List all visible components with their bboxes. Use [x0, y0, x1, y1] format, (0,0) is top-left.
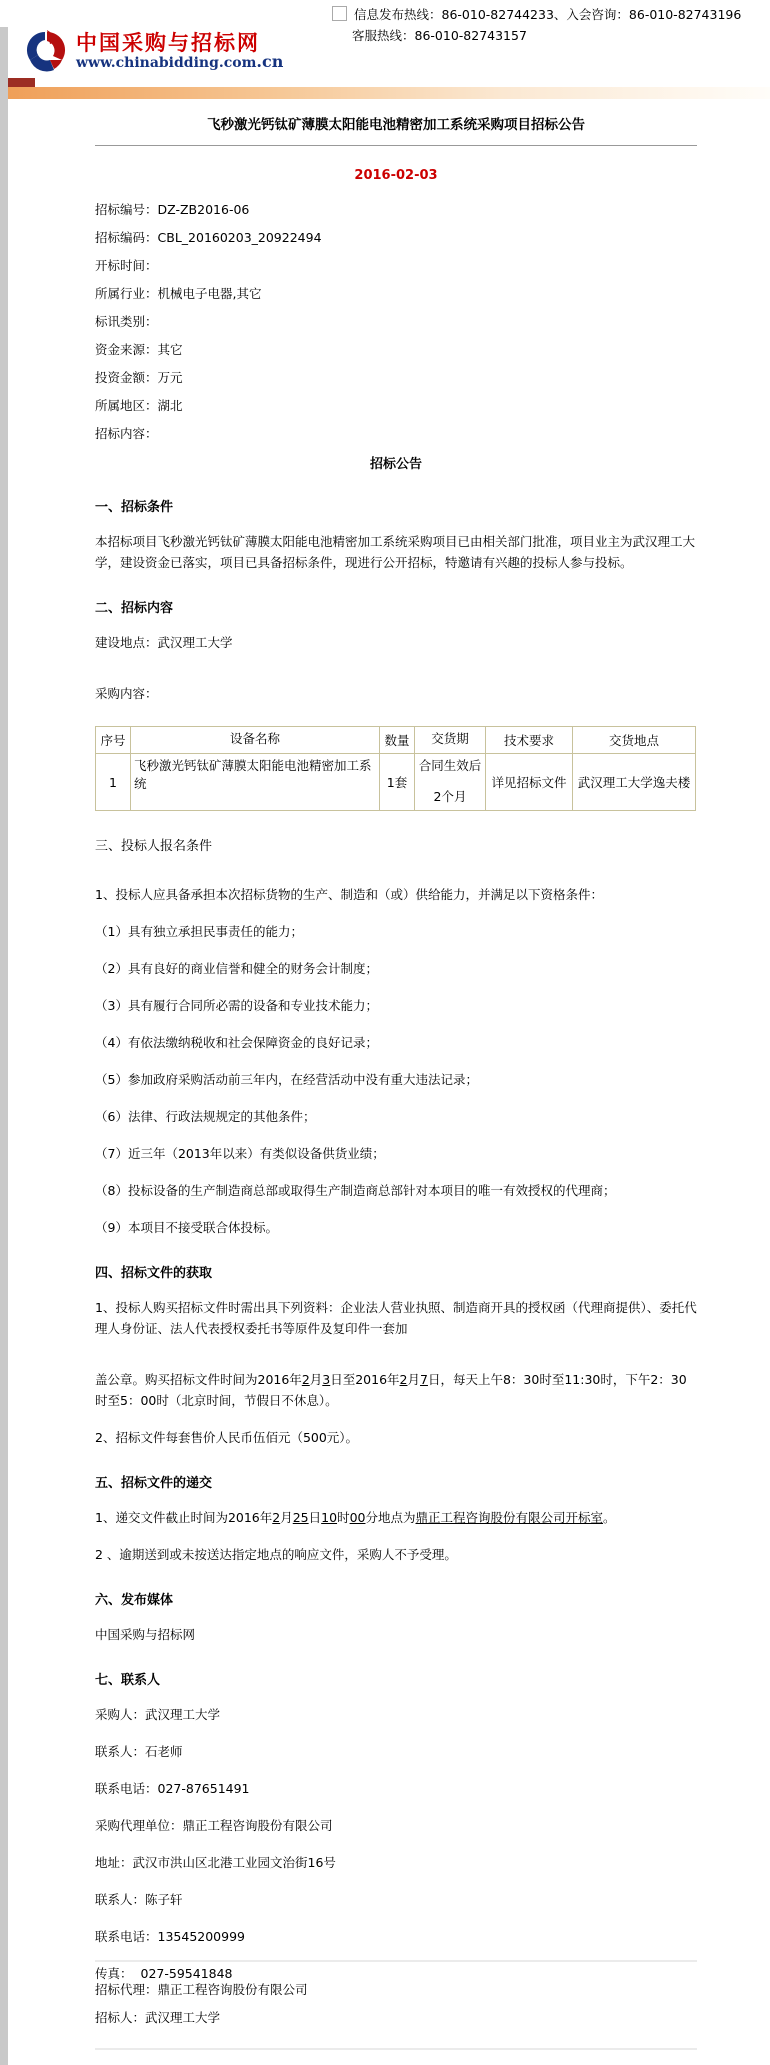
meta-fields	[95, 201, 697, 442]
qualification-item: （2）具有良好的商业信誉和健全的财务会计制度；	[95, 961, 378, 976]
cell-index: 1	[96, 754, 131, 811]
hotline-info-text: 信息发布热线：86-010-82744233、入会咨询：86-010-82743196	[354, 7, 742, 22]
qualification-item: （8）投标设备的生产制造商总部或取得生产制造商总部针对本项目的唯一有效授权的代理商；	[95, 1183, 616, 1198]
notice-heading: 招标公告	[369, 457, 422, 472]
hotline-block	[332, 4, 762, 46]
late-submission-note: 2 、逾期送到或未按送达指定地点的响应文件，采购人不予受理。	[95, 1547, 457, 1562]
site-header	[24, 28, 283, 74]
site-url: www.chinabidding.com.cn	[76, 51, 284, 71]
contact-purchaser: 采购人：武汉理工大学	[95, 1707, 221, 1722]
contact-person-2: 联系人：陈子轩	[95, 1892, 183, 1907]
contact-person-1: 联系人：石老师	[95, 1744, 183, 1759]
section-4-heading: 四、招标文件的获取	[95, 1266, 213, 1281]
footer-agent: 招标代理：鼎正工程咨询股份有限公司	[95, 1982, 308, 1997]
contact-fax: 传真： 027-59541848	[95, 1966, 233, 1981]
cell-quantity: 1套	[380, 754, 415, 811]
contact-address: 地址：武汉市洪山区北港工业园文治街16号	[95, 1855, 336, 1870]
empty-checkbox-icon	[332, 6, 347, 21]
qualification-item: （7）近三年（2013年以来）有类似设备供货业绩；	[95, 1146, 385, 1161]
cell-equipment: 飞秒激光钙钛矿薄膜太阳能电池精密加工系统	[131, 754, 380, 811]
col-header-tech: 技术要求	[486, 727, 573, 754]
section-1-heading: 一、招标条件	[95, 500, 174, 515]
table-header-row	[96, 727, 696, 754]
qualification-item: （1）具有独立承担民事责任的能力；	[95, 924, 303, 939]
meta-field-open-time: 开标时间：	[95, 258, 158, 273]
section-7-heading: 七、联系人	[95, 1673, 161, 1688]
col-header-place: 交货地点	[573, 727, 696, 754]
publish-media: 中国采购与招标网	[95, 1627, 196, 1642]
hotline-info-line	[332, 4, 762, 25]
cell-delivery: 合同生效后 2个月	[415, 754, 486, 811]
meta-field-region: 所属地区：湖北	[95, 398, 183, 413]
footer-bidder: 招标人：武汉理工大学	[95, 2010, 221, 2025]
orange-gradient-bar	[8, 87, 770, 99]
title-divider	[95, 145, 697, 146]
col-header-index: 序号	[96, 727, 131, 754]
section-5-heading: 五、招标文件的递交	[95, 1476, 213, 1491]
section-3-intro: 1、投标人应具备承担本次招标货物的生产、制造和（或）供给能力，并满足以下资格条件：	[95, 887, 603, 902]
qualification-item: （6）法律、行政法规规定的其他条件；	[95, 1109, 316, 1124]
document-body	[95, 99, 697, 1997]
site-logo-text	[76, 32, 283, 71]
publish-date: 2016-02-03	[354, 168, 438, 183]
meta-field-notice-type: 标讯类别：	[95, 314, 158, 329]
col-header-quantity: 数量	[380, 727, 415, 754]
col-header-equipment: 设备名称	[131, 727, 380, 754]
construction-location: 建设地点：武汉理工大学	[95, 635, 233, 650]
cell-place: 武汉理工大学逸夫楼	[573, 754, 696, 811]
meta-field-investment: 投资金额：万元	[95, 370, 183, 385]
hotline-service-line: 客服热线：86-010-82743157	[352, 28, 527, 43]
section-6-heading: 六、发布媒体	[95, 1593, 174, 1608]
submission-deadline: 1、递交文件截止时间为2016年2月25日10时00分地点为鼎正工程咨询股份有限公司开标室。	[95, 1510, 616, 1525]
table-row	[96, 754, 696, 811]
qualification-item: （3）具有履行合同所必需的设备和专业技术能力；	[95, 998, 378, 1013]
swirl-logo-icon	[24, 28, 68, 74]
section-2-heading: 二、招标内容	[95, 601, 174, 616]
document-price: 2、招标文件每套售价人民币伍佰元（500元）。	[95, 1430, 359, 1445]
contact-phone-1: 联系电话：027-87651491	[95, 1781, 250, 1796]
site-name: 中国采购与招标网	[76, 30, 260, 55]
meta-field-bid-code: 招标编码：CBL_20160203_20922494	[95, 230, 322, 245]
page-title: 飞秒激光钙钛矿薄膜太阳能电池精密加工系统采购项目招标公告	[207, 117, 585, 133]
document-purchase-time: 盖公章。购买招标文件时间为2016年2月3日至2016年2月7日，每天上午8：30时至11:30时，下午2：30时至5：00时（北京时间，节假日不休息）。	[95, 1372, 687, 1408]
left-gray-strip	[0, 27, 8, 2065]
document-purchase-requirements: 1、投标人购买招标文件时需出具下列资料：企业法人营业执照、制造商开具的授权函（代理商提供）、委托代理人身份证、法人代表授权委托书等原件及复印件一套加	[95, 1300, 697, 1336]
qualification-item: （4）有依法缴纳税收和社会保障资金的良好记录；	[95, 1035, 378, 1050]
qualification-item: （9）本项目不接受联合体投标。	[95, 1220, 278, 1235]
footer-divider-bottom	[95, 2048, 697, 2050]
contact-phone-2: 联系电话：13545200999	[95, 1929, 245, 1944]
qualification-item: （5）参加政府采购活动前三年内，在经营活动中没有重大违法记录；	[95, 1072, 478, 1087]
cell-tech: 详见招标文件	[486, 754, 573, 811]
site-logo-link[interactable]	[24, 28, 283, 74]
page-footer	[95, 1960, 697, 2050]
procurement-content-label: 采购内容：	[95, 686, 158, 701]
red-accent-block	[8, 78, 35, 87]
meta-field-fund-source: 资金来源：其它	[95, 342, 183, 357]
meta-field-industry: 所属行业：机械电子电器,其它	[95, 286, 262, 301]
procurement-table	[95, 726, 696, 811]
meta-field-bid-number: 招标编号：DZ-ZB2016-06	[95, 202, 250, 217]
col-header-delivery: 交货期	[415, 727, 486, 754]
contact-agency: 采购代理单位：鼎正工程咨询股份有限公司	[95, 1818, 333, 1833]
section-3-heading: 三、投标人报名条件	[95, 839, 213, 854]
footer-divider-top	[95, 1960, 697, 1962]
meta-field-content: 招标内容：	[95, 426, 158, 441]
section-1-paragraph: 本招标项目飞秒激光钙钛矿薄膜太阳能电池精密加工系统采购项目已由相关部门批准，项目业主为武汉理工大学，建设资金已落实，项目已具备招标条件，现进行公开招标，特邀请有兴趣的投标人参与投标。	[95, 534, 696, 570]
